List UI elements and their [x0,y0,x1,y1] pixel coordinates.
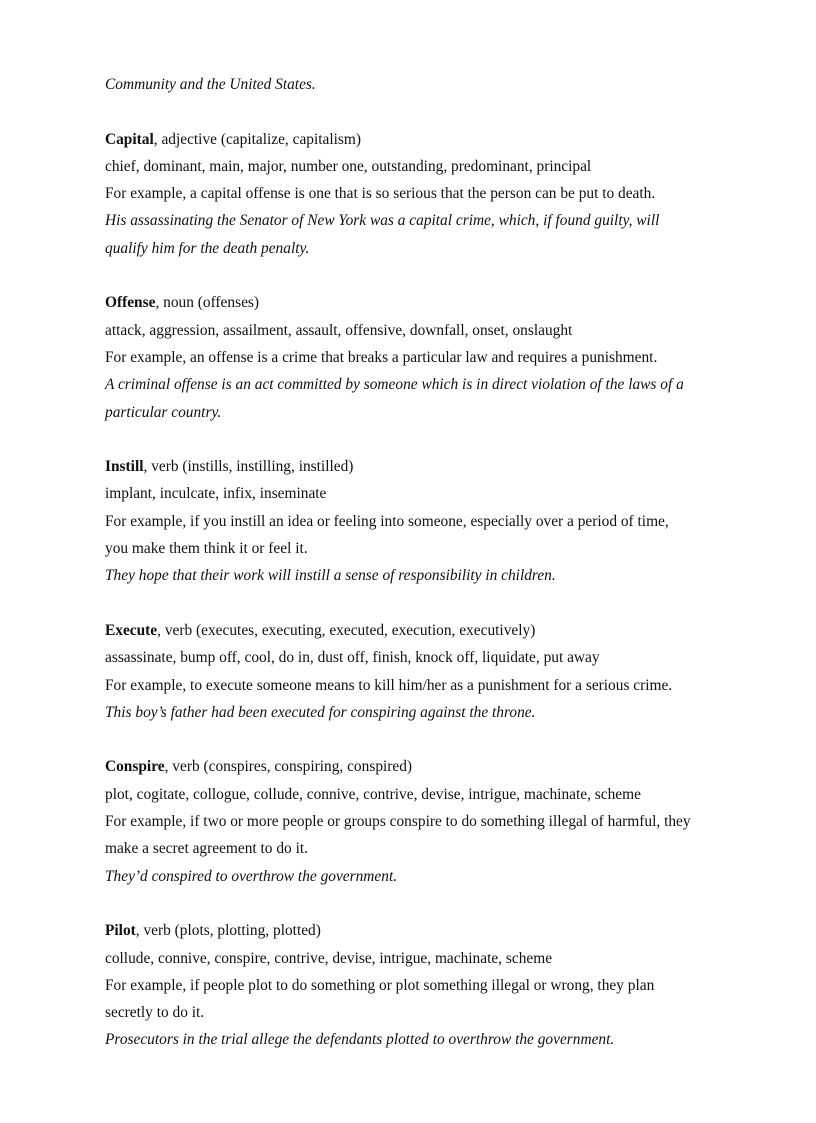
entry-heading [105,617,745,644]
entry-grammar: , noun (offenses) [155,294,260,312]
entry-grammar: , verb (executes, executing, executed, execution, executively) [157,621,536,639]
entry-example: This boy’s father had been executed for conspiring against the throne. [105,703,536,721]
entry-heading [105,289,745,316]
entry-grammar: , adjective (capitalize, capitalism) [153,130,361,148]
vocab-entry-pilot [105,917,745,1053]
entry-example: Prosecutors in the trial allege the defendants plotted to overthrow the government. [105,1031,615,1049]
entry-term: Instill [105,458,144,476]
vocab-entry-conspire [105,753,745,889]
entry-heading [105,917,745,944]
entry-example: They’d conspired to overthrow the government. [105,867,398,885]
entry-synonyms: assassinate, bump off, cool, do in, dust off, finish, knock off, liquidate, put away [105,649,600,667]
entry-term: Conspire [105,758,165,776]
entry-heading [105,753,745,780]
entry-definition: For example, if two or more people or groups conspire to do something illegal of harmful, they make a secret agreement to do it. [105,813,691,858]
entry-example: His assassinating the Senator of New York was a capital crime, which, if found guilty, will qualify him for the death penalty. [105,212,660,257]
vocab-entry-instill [105,453,745,589]
vocab-entry-offense [105,289,745,425]
entry-synonyms: chief, dominant, main, major, number one, outstanding, predominant, principal [105,157,592,175]
entry-grammar: , verb (plots, plotting, plotted) [135,922,321,940]
entry-synonyms: plot, cogitate, collogue, collude, connive, contrive, devise, intrigue, machinate, scheme [105,785,641,803]
entry-term: Pilot [105,922,136,940]
entry-grammar: , verb (instills, instilling, instilled) [143,458,354,476]
entry-synonyms: implant, inculcate, infix, inseminate [105,485,327,503]
entry-synonyms: attack, aggression, assailment, assault, offensive, downfall, onset, onslaught [105,321,573,339]
vocab-entry-execute [105,617,745,726]
entry-definition: For example, an offense is a crime that breaks a particular law and requires a punishment. [105,348,658,366]
entry-term: Offense [105,294,156,312]
entry-grammar: , verb (conspires, conspiring, conspired) [164,758,413,776]
entry-term: Capital [105,130,154,148]
entry-example: A criminal offense is an act committed by someone which is in direct violation of the laws of a particular country. [105,376,684,421]
entry-heading [105,453,745,480]
entry-definition: For example, if people plot to do something or plot something illegal or wrong, they plan secretly to do it. [105,976,655,1022]
entry-definition: For example, if you instill an idea or feeling into someone, especially over a period of time, you make them think it or feel it. [105,512,669,558]
entry-example: They hope that their work will instill a sense of responsibility in children. [105,567,556,585]
document-page [105,71,745,1054]
entry-heading [105,126,745,153]
entry-definition: For example, a capital offense is one that is so serious that the person can be put to death. [105,185,656,203]
vocab-entry-capital [105,126,745,262]
entry-term: Execute [105,621,158,639]
entry-synonyms: collude, connive, conspire, contrive, devise, intrigue, machinate, scheme [105,949,553,967]
intro-continuation: Community and the United States. [105,76,316,93]
entry-definition: For example, to execute someone means to kill him/her as a punishment for a serious crime. [105,676,673,694]
